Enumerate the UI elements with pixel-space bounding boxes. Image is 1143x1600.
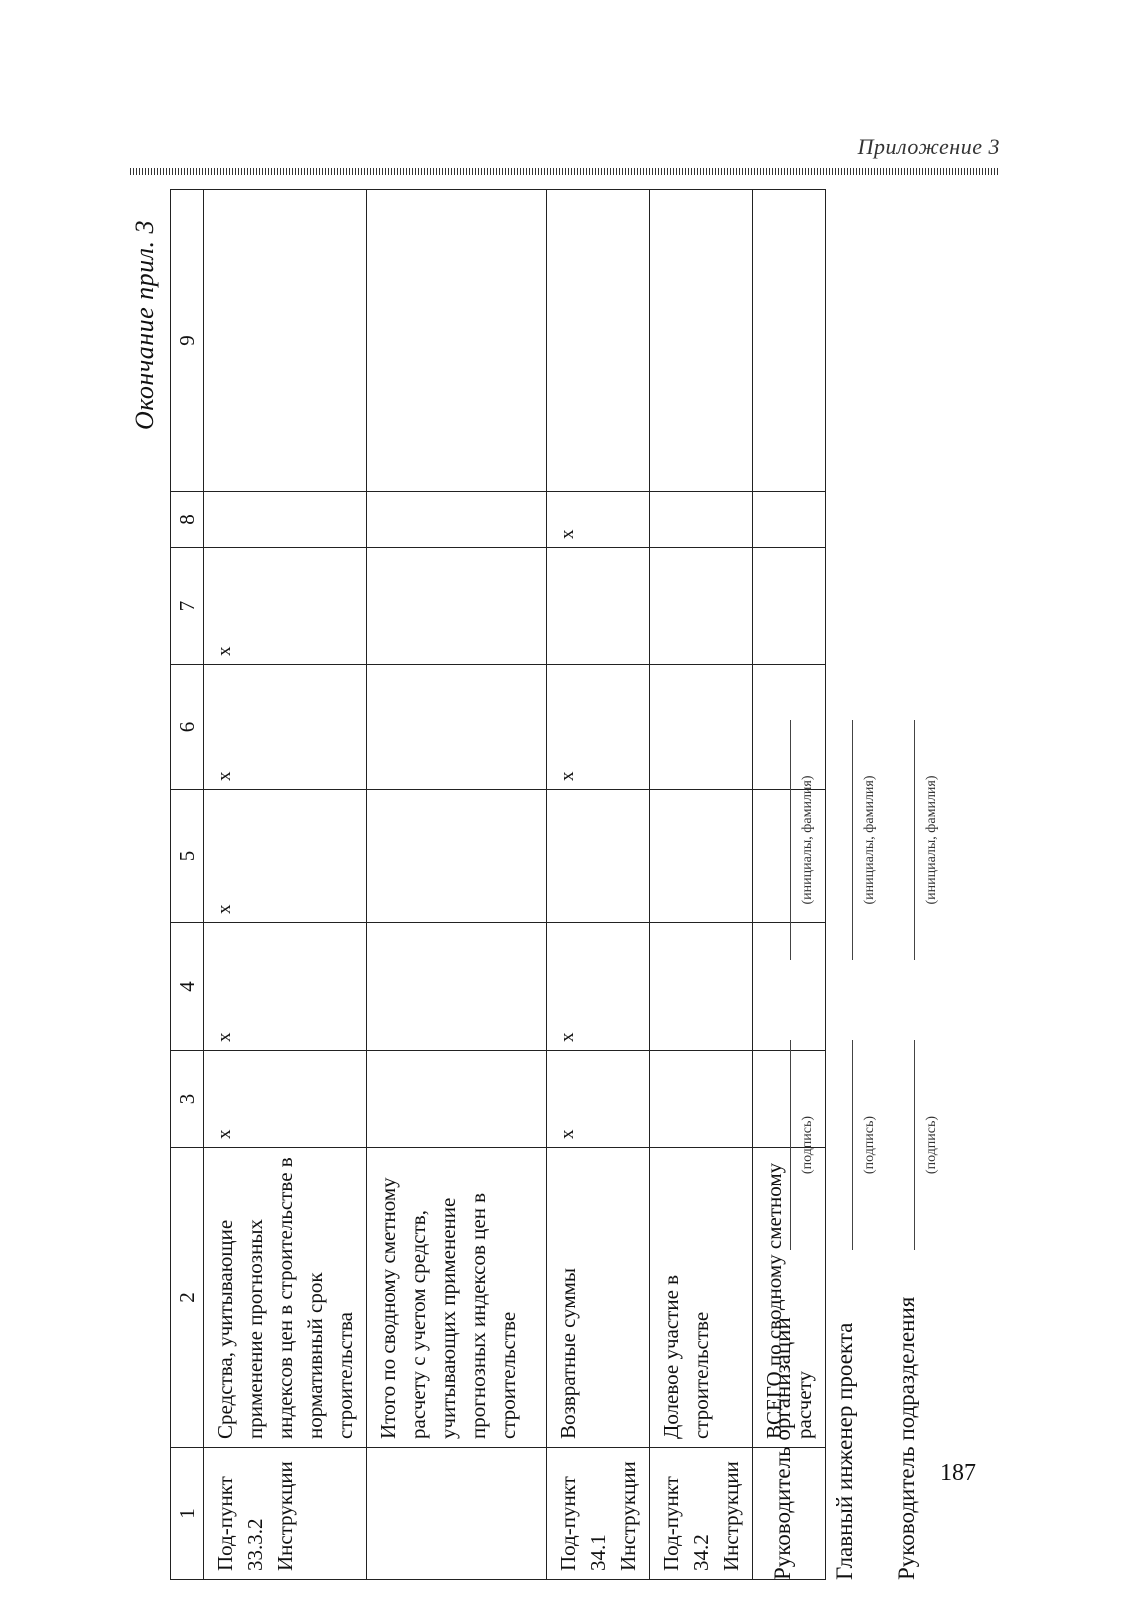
running-head-title: Приложение 3: [857, 134, 1000, 159]
name-line: [790, 720, 791, 960]
table-cell: Долевое участие в строительстве: [650, 1148, 753, 1448]
signature-caption: (подпись): [924, 1115, 939, 1175]
rotated-page-content: [130, 190, 1000, 1580]
table-cell: х: [547, 923, 650, 1051]
table-cell: х: [204, 790, 367, 923]
table-cell: [650, 1051, 753, 1148]
name-caption: (инициалы, фамилия): [924, 775, 939, 905]
signature-row: [832, 190, 892, 1580]
table-row: [367, 190, 547, 1580]
signature-row: [894, 190, 954, 1580]
header-cell: 8: [171, 492, 204, 548]
running-head: [130, 134, 1000, 182]
table-cell: [367, 1448, 547, 1580]
name-line: [852, 720, 853, 960]
continuation-label: Окончание прил. 3: [130, 220, 159, 431]
table-header-row: [171, 190, 204, 1580]
signature-role: Главный инженер проекта: [832, 1322, 857, 1580]
signature-line: [790, 1040, 791, 1250]
table-cell: Под-пункт 34.1 Инструкции: [547, 1448, 650, 1580]
header-cell: 2: [171, 1148, 204, 1448]
table-cell: [367, 548, 547, 665]
table-cell: х: [204, 1051, 367, 1148]
header-cell: 9: [171, 190, 204, 492]
table-cell: [367, 1051, 547, 1148]
header-cell: 4: [171, 923, 204, 1051]
name-caption: (инициалы, фамилия): [800, 775, 815, 905]
signature-line: [852, 1040, 853, 1250]
signature-block: [770, 190, 990, 1580]
table-row: [650, 190, 753, 1580]
signature-role: Руководитель организации: [770, 1317, 795, 1580]
table-row: [547, 190, 650, 1580]
table-cell: Под-пункт 33.3.2 Инструкции: [204, 1448, 367, 1580]
table-cell: [367, 190, 547, 492]
table-cell: х: [204, 923, 367, 1051]
table-cell: [204, 190, 367, 492]
header-cell: 3: [171, 1051, 204, 1148]
table-cell: [367, 923, 547, 1051]
table-row: [204, 190, 367, 1580]
header-cell: 1: [171, 1448, 204, 1580]
table-cell: Под-пункт 34.2 Инструкции: [650, 1448, 753, 1580]
table-cell: [650, 190, 753, 492]
name-caption: (инициалы, фамилия): [862, 775, 877, 905]
signature-line: [914, 1040, 915, 1250]
table-cell: [367, 790, 547, 923]
signature-caption: (подпись): [800, 1115, 815, 1175]
table-cell: Возвратные суммы: [547, 1148, 650, 1448]
header-cell: 5: [171, 790, 204, 923]
table-cell: х: [547, 492, 650, 548]
table-cell: Итого по сводному сметному расчету с учетом средств, учитывающих применение прогнозных индексов цен в строительстве: [367, 1148, 547, 1448]
table-cell: х: [204, 548, 367, 665]
table-cell: ВСЕГО по сводному сметному расчету: [753, 1148, 826, 1448]
table-cell: [367, 492, 547, 548]
table-cell: [650, 548, 753, 665]
table-cell: [547, 190, 650, 492]
table-cell: х: [547, 1051, 650, 1148]
header-cell: 6: [171, 665, 204, 790]
table-cell: [547, 790, 650, 923]
table-cell: х: [547, 665, 650, 790]
table-cell: х: [204, 665, 367, 790]
page-number: 187: [940, 1460, 976, 1486]
signature-row: [770, 190, 830, 1580]
table-cell: [650, 790, 753, 923]
name-line: [914, 720, 915, 960]
signature-caption: (подпись): [862, 1115, 877, 1175]
table-cell: [650, 492, 753, 548]
table-cell: [204, 492, 367, 548]
estimate-table: [170, 189, 826, 1580]
signature-role: Руководитель подразделения: [894, 1296, 919, 1580]
header-cell: 7: [171, 548, 204, 665]
table-cell: [650, 665, 753, 790]
table-cell: Средства, учитывающие применение прогнозных индексов цен в строительстве в нормативный срок строительства: [204, 1148, 367, 1448]
table-cell: [367, 665, 547, 790]
running-head-rule: [130, 168, 1000, 175]
table-cell: [650, 923, 753, 1051]
table-cell: [547, 548, 650, 665]
